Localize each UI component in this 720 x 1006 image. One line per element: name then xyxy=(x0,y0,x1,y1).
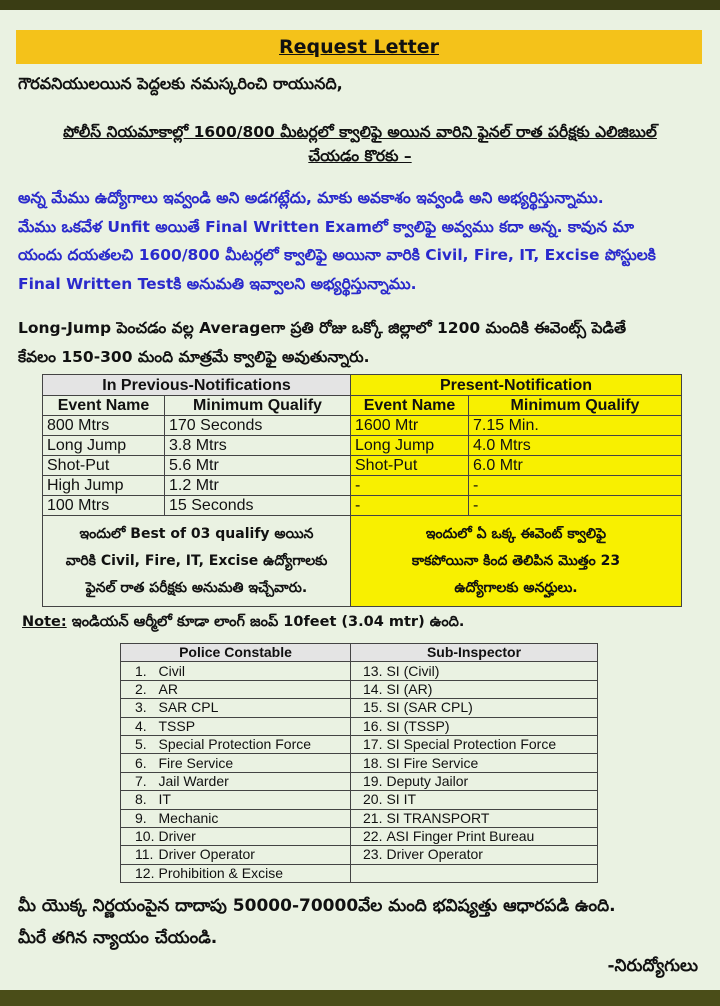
prev-event: High Jump xyxy=(43,476,165,496)
pc-number: 1. xyxy=(121,662,159,680)
pc-post: Prohibition & Excise xyxy=(159,864,351,882)
closing-line-1: మీ యొక్క నిర్ణయంపైన దాదాపు 50000-70000వేల మంది భవిష్యత్తు ఆధారపడి ఉంది. xyxy=(18,896,616,916)
subject-line-2: చేయడం కొరకు – xyxy=(308,147,412,165)
si-number: 22. xyxy=(351,827,383,845)
si-post: Driver Operator xyxy=(382,846,597,864)
pc-number: 3. xyxy=(121,699,159,717)
si-post: SI TRANSPORT xyxy=(382,809,597,827)
pc-post: IT xyxy=(159,791,351,809)
pc-post: Civil xyxy=(159,662,351,680)
si-post: SI (Civil) xyxy=(382,662,597,680)
events-comparison-table xyxy=(42,374,682,607)
present-rule-line-2: కాకపోయినా కింద తెలిపిన మొత్తం 23 xyxy=(411,552,621,569)
pc-number: 2. xyxy=(121,680,159,698)
prev-min: 170 Seconds xyxy=(165,416,351,436)
pres-event: - xyxy=(351,476,469,496)
table-row xyxy=(43,416,682,436)
si-number xyxy=(351,864,383,882)
table-row xyxy=(43,456,682,476)
table-row xyxy=(121,772,598,790)
signature: -నిరుద్యోగులు xyxy=(607,956,698,976)
table-row xyxy=(121,864,598,882)
table-row xyxy=(121,827,598,845)
pres-event-name-header: Event Name xyxy=(351,396,469,416)
prev-min: 1.2 Mtr xyxy=(165,476,351,496)
prev-event: Long Jump xyxy=(43,436,165,456)
police-constable-header: Police Constable xyxy=(121,644,351,662)
present-rule-line-1: ఇందులో ఏ ఒక్క ఈవెంట్ క్వాలిఫై xyxy=(425,525,607,542)
pres-min: - xyxy=(469,496,682,516)
pc-number: 12. xyxy=(121,864,159,882)
pc-post: SAR CPL xyxy=(159,699,351,717)
closing-paragraph xyxy=(18,890,708,954)
prev-event: 800 Mtrs xyxy=(43,416,165,436)
greeting: గౌరవనియులయిన పెద్దలకు నమస్కరించి రాయునది, xyxy=(18,74,343,93)
pc-number: 11. xyxy=(121,846,159,864)
pres-event: Long Jump xyxy=(351,436,469,456)
previous-rule-line-2: వారికి Civil, Fire, IT, Excise ఉద్యోగాలకు xyxy=(65,552,328,569)
pc-number: 8. xyxy=(121,791,159,809)
si-number: 15. xyxy=(351,699,383,717)
si-number: 13. xyxy=(351,662,383,680)
request-line-4: Final Written Testకి అనుమతి ఇవ్వాలని అభ్యర్థిస్తున్నాము. xyxy=(18,274,417,293)
si-number: 19. xyxy=(351,772,383,790)
pres-min: - xyxy=(469,476,682,496)
pres-min: 4.0 Mtrs xyxy=(469,436,682,456)
table-row xyxy=(121,809,598,827)
table-row xyxy=(121,680,598,698)
present-rule-note xyxy=(351,516,682,607)
pc-post: TSSP xyxy=(159,717,351,735)
table-row xyxy=(43,476,682,496)
prev-min-qualify-header: Minimum Qualify xyxy=(165,396,351,416)
pc-number: 10. xyxy=(121,827,159,845)
request-line-2: మేము ఒకవేళ Unfit అయితే Final Written Examలో క్వాలిఫై అవ్వము కదా అన్న. కావున మా xyxy=(18,217,634,236)
si-post: SI (SAR CPL) xyxy=(382,699,597,717)
table-row xyxy=(121,791,598,809)
pc-post: Driver Operator xyxy=(159,846,351,864)
long-jump-paragraph xyxy=(18,314,704,372)
si-number: 14. xyxy=(351,680,383,698)
pres-min: 6.0 Mtr xyxy=(469,456,682,476)
bottom-bar xyxy=(0,990,720,1006)
pc-post: Special Protection Force xyxy=(159,735,351,753)
request-line-1: అన్న మేము ఉద్యోగాలు ఇవ్వండి అని అడగట్లేదు, మాకు అవకాశం ఇవ్వండి అని అభ్యర్థిస్తున్నాము. xyxy=(18,189,604,207)
long-jump-line-2: కేవలం 150-300 మంది మాత్రమే క్వాలిఫై అవుతున్నారు. xyxy=(18,348,370,366)
closing-line-2: మీరే తగిన న్యాయం చేయండి. xyxy=(18,928,218,948)
present-notification-header: Present-Notification xyxy=(351,375,682,396)
pres-min: 7.15 Min. xyxy=(469,416,682,436)
present-rule-line-3: ఉద్యోగాలకు అనర్హులు. xyxy=(454,579,578,596)
si-number: 16. xyxy=(351,717,383,735)
si-number: 20. xyxy=(351,791,383,809)
pc-number: 6. xyxy=(121,754,159,772)
sub-inspector-header: Sub-Inspector xyxy=(351,644,598,662)
subject-line-1: పోలీస్ నియమాకాల్లో 1600/800 మీటర్లలో క్వాలిఫై అయిన వారిని ఫైనల్ రాత పరీక్షకు ఎలిజిబుల్ xyxy=(63,123,657,141)
si-number: 23. xyxy=(351,846,383,864)
pc-number: 9. xyxy=(121,809,159,827)
letter-title: Request Letter xyxy=(16,30,702,64)
previous-notification-header: In Previous-Notifications xyxy=(43,375,351,396)
si-post: SI (TSSP) xyxy=(382,717,597,735)
pc-post: Mechanic xyxy=(159,809,351,827)
si-number: 17. xyxy=(351,735,383,753)
pres-event: Shot-Put xyxy=(351,456,469,476)
prev-event: Shot-Put xyxy=(43,456,165,476)
note-label: Note: xyxy=(22,614,67,630)
table-row xyxy=(43,496,682,516)
pc-post: Fire Service xyxy=(159,754,351,772)
table-row xyxy=(43,436,682,456)
table-row xyxy=(121,754,598,772)
pc-number: 7. xyxy=(121,772,159,790)
pres-event: - xyxy=(351,496,469,516)
long-jump-line-1: Long-Jump పెంచడం వల్ల Averageగా ప్రతి రోజు ఒక్కో జిల్లాలో 1200 మందికి ఈవెంట్స్ పెడితే xyxy=(18,319,627,337)
si-number: 21. xyxy=(351,809,383,827)
table-row xyxy=(121,717,598,735)
prev-min: 5.6 Mtr xyxy=(165,456,351,476)
prev-event-name-header: Event Name xyxy=(43,396,165,416)
pc-post: Driver xyxy=(159,827,351,845)
si-post: SI Special Protection Force xyxy=(382,735,597,753)
pc-number: 5. xyxy=(121,735,159,753)
si-number: 18. xyxy=(351,754,383,772)
pc-post: Jail Warder xyxy=(159,772,351,790)
subject-line xyxy=(20,120,700,168)
table-row xyxy=(121,662,598,680)
table-row xyxy=(121,735,598,753)
army-note xyxy=(22,614,464,634)
si-post: SI (AR) xyxy=(382,680,597,698)
si-post xyxy=(382,864,597,882)
table-row xyxy=(121,846,598,864)
pc-number: 4. xyxy=(121,717,159,735)
previous-rule-line-1: ఇందులో Best of 03 qualify అయిన xyxy=(79,525,314,542)
letter-page xyxy=(0,10,720,990)
previous-rule-line-3: ఫైనల్ రాత పరీక్షకు అనుమతి ఇచ్చేవారు. xyxy=(85,579,308,596)
pc-post: AR xyxy=(159,680,351,698)
si-post: Deputy Jailor xyxy=(382,772,597,790)
si-post: SI Fire Service xyxy=(382,754,597,772)
request-line-3: యందు దయతలచి 1600/800 మీటర్లలో క్వాలిఫై అయినా వారికి Civil, Fire, IT, Excise పోస్టులకి xyxy=(18,246,656,264)
pres-event: 1600 Mtr xyxy=(351,416,469,436)
si-post: ASI Finger Print Bureau xyxy=(382,827,597,845)
note-text: ఇండియన్ ఆర్మీలో కూడా లాంగ్ జంప్ 10feet (3.04 mtr) ఉంది. xyxy=(66,614,465,630)
pres-min-qualify-header: Minimum Qualify xyxy=(469,396,682,416)
si-post: SI IT xyxy=(382,791,597,809)
table-row xyxy=(121,699,598,717)
previous-rule-note xyxy=(43,516,351,607)
request-paragraph xyxy=(18,184,704,298)
prev-event: 100 Mtrs xyxy=(43,496,165,516)
prev-min: 3.8 Mtrs xyxy=(165,436,351,456)
prev-min: 15 Seconds xyxy=(165,496,351,516)
posts-table xyxy=(120,643,598,883)
